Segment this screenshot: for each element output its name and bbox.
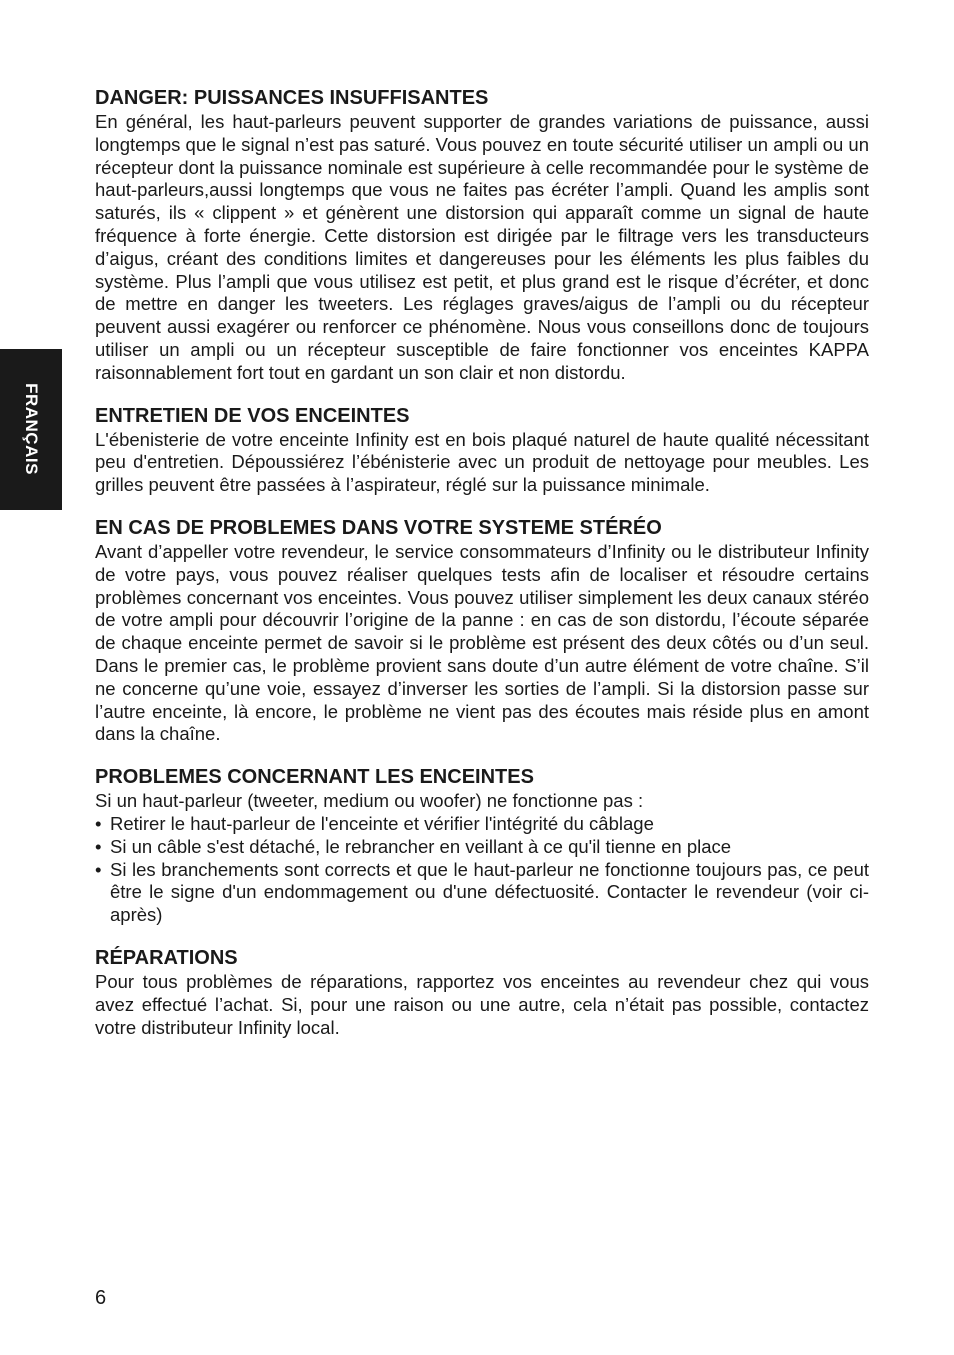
- bullet-item: • Si un câble s'est détaché, le rebrancher en veillant à ce qu'il tienne en place: [95, 836, 869, 859]
- section-heading: PROBLEMES CONCERNANT LES ENCEINTES: [95, 766, 534, 789]
- section-paragraph: Pour tous problèmes de réparations, rapportez vos enceintes au revendeur chez qui vous avez effectué l’achat. Si, pour une raison ou une autre, cela n’était pas possible, contactez votre distributeur Infinity local.: [95, 970, 869, 1038]
- section-danger: [95, 86, 869, 385]
- section-problemes-enceintes: [95, 765, 869, 927]
- bullet-item: • Si les branchements sont corrects et que le haut-parleur ne fonctionne toujours pas, ce peut être le signe d'un endommagement ou d'une défectuosité. Contacter le revendeur (voir ci-après): [95, 859, 869, 927]
- language-tab-label: FRANÇAIS: [22, 383, 41, 475]
- section-heading: DANGER: PUISSANCES INSUFFISANTES: [95, 87, 489, 109]
- section-reparations: [95, 946, 869, 1039]
- section-heading: ENTRETIEN DE VOS ENCEINTES: [95, 404, 410, 427]
- bullet-list: [95, 813, 869, 927]
- section-heading: EN CAS DE PROBLEMES DANS VOTRE SYSTEME STÉRÉO: [95, 516, 662, 539]
- section-paragraph: L'ébenisterie de votre enceinte Infinity est en bois plaqué naturel de haute qualité nécessitant peu d'entretien. Dépoussiérez l’ébénisterie avec un produit de nettoyage pour meubles. Les grilles peuvent être passées à l’aspirateur, réglé sur la puissance minimale.: [95, 428, 869, 496]
- section-heading: RÉPARATIONS: [95, 946, 238, 969]
- language-tab: [0, 349, 62, 510]
- section-intro: Si un haut-parleur (tweeter, medium ou woofer) ne fonctionne pas :: [95, 790, 644, 812]
- section-paragraph: En général, les haut-parleurs peuvent supporter de grandes variations de puissance, aussi longtemps que le signal n’est pas saturé. Vous pouvez en toute sécurité utiliser un ampli ou un récepteur dont la puissance nominale est supérieure à celle recommandée pour le système de haut-parleurs,aussi longtemps que vous ne faites pas écréter l’ampli. Quand les amplis sont saturés, ils « clippent » et génèrent une distorsion qui apparaît comme un signal de haute fréquence à forte énergie. Cette distorsion est dirigée par le filtrage vers les transducteurs d’aigus, créant des conditions limites et dangereuses pour les éléments les plus faibles du système. Plus l’ampli que vous utilisez est petit, et plus grand est le risque d’écréter, et donc de mettre en danger les tweeters. Les réglages graves/aigus de l’ampli ou du récepteur peuvent aussi exagérer ou renforcer ce phénomène. Nous vous conseillons donc de toujours utiliser un ampli ou un récepteur susceptible de faire fonctionner vos enceintes KAPPA raisonnablement fort tout en gardant un son clair et non distordu.: [95, 111, 869, 383]
- section-paragraph: Avant d’appeller votre revendeur, le service consommateurs d’Infinity ou le distributeur Infinity de votre pays, vous pouvez réaliser quelques tests afin de localiser et résoudre certains problèmes concernant vos enceintes. Vous pouvez utiliser simplement les deux canaux stéréo de votre ampli pour découvrir l’origine de la panne : en cas de son distordu, l’écoute séparée de chaque enceinte permet de savoir si le problème est présent des deux côtés ou d’un seul. Dans le premier cas, le problème provient sans doute d’un autre élément de votre chaîne. S’il ne concerne qu’une voie, essayez d’inverser les sorties de l’ampli. Si la distorsion passe sur l’autre enceinte, là encore, le problème ne vient pas des écoutes mais réside plus en amont dans la chaîne.: [95, 540, 869, 745]
- page-content: [95, 86, 869, 1058]
- bullet-item: • Retirer le haut-parleur de l'enceinte et vérifier l'intégrité du câblage: [95, 813, 869, 836]
- section-problemes-stereo: [95, 516, 869, 746]
- section-entretien: [95, 404, 869, 497]
- page-number: 6: [95, 1287, 107, 1309]
